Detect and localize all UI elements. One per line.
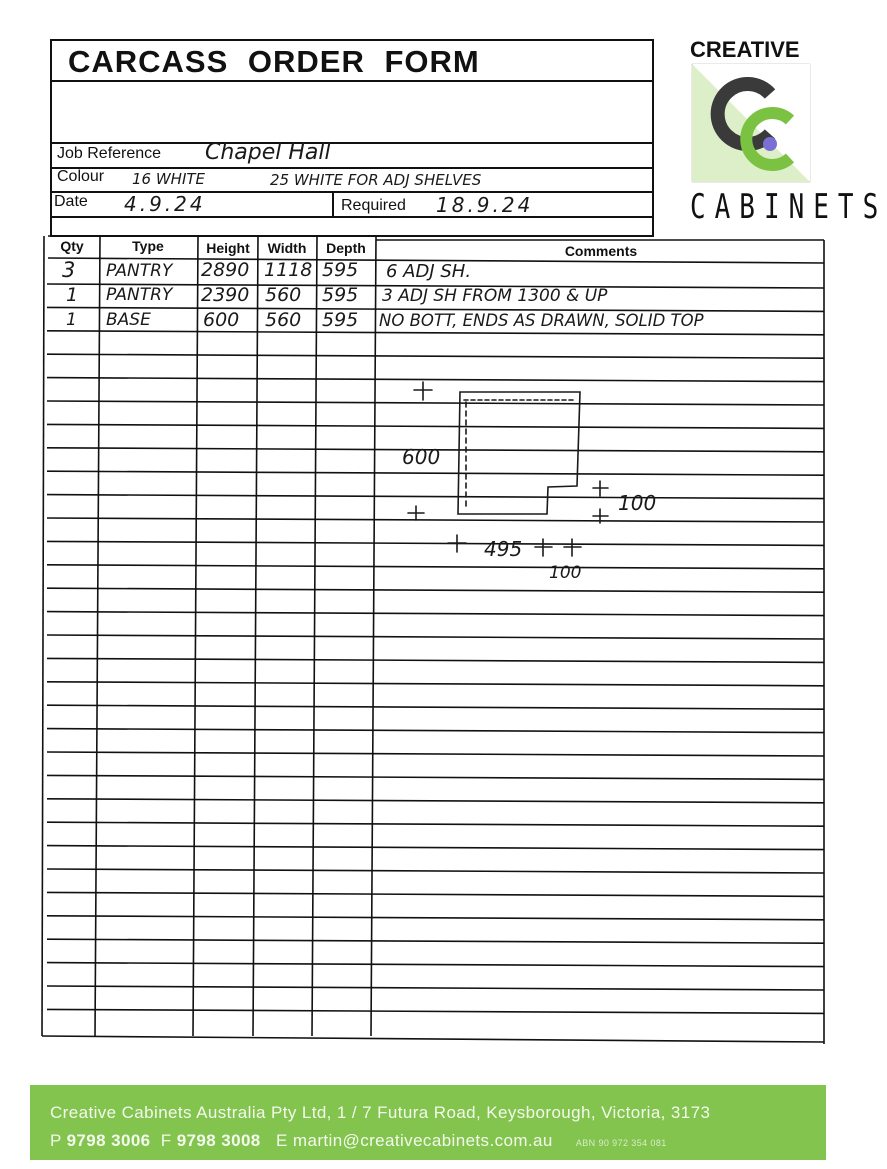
logo-mark — [692, 64, 810, 182]
row-1-type[interactable]: PANTRY — [106, 261, 173, 281]
header-depth: Depth — [326, 240, 366, 256]
date-value[interactable]: 4.9.24 — [124, 192, 206, 216]
colour-label: Colour — [57, 168, 105, 185]
email-link[interactable]: martin@creativecabinets.com.au — [292, 1131, 553, 1150]
logo-top-word: CREATIVE — [690, 37, 800, 62]
row-1-height[interactable]: 2890 — [201, 259, 250, 281]
header-height: Height — [206, 240, 250, 256]
colour-note[interactable]: 25 WHITE FOR ADJ SHELVES — [270, 171, 482, 189]
row-2-height[interactable]: 2390 — [201, 284, 250, 306]
row-2-qty[interactable]: 1 — [66, 284, 79, 306]
abn-number: ABN 90 972 354 081 — [575, 1138, 667, 1148]
colour-value[interactable]: 16 WHITE — [132, 170, 206, 188]
logo-bottom-word: CABINETS — [690, 188, 887, 227]
header-comments: Comments — [564, 243, 638, 259]
row-2-width[interactable]: 560 — [265, 284, 302, 306]
header-width: Width — [267, 240, 307, 256]
row-1-qty[interactable]: 3 — [62, 258, 76, 282]
row-3-depth[interactable]: 595 — [322, 309, 359, 331]
row-3-type[interactable]: BASE — [106, 310, 151, 330]
job-reference-label: Job Reference — [57, 145, 162, 162]
email-prefix: E — [276, 1131, 288, 1150]
sketch-notch-height-label: 100 — [618, 491, 657, 515]
cabinet-sketch — [390, 370, 710, 590]
sketch-notch-width-label: 100 — [549, 563, 582, 583]
footer-company-line: Creative Cabinets Australia Pty Ltd, 1 / 7 Futura Road, Keysborough, Victoria, 3173 — [50, 1103, 711, 1122]
phone-number[interactable]: 9798 3006 — [66, 1131, 151, 1150]
row-1-depth[interactable]: 595 — [322, 259, 359, 281]
phone-prefix: P — [50, 1131, 62, 1150]
sketch-width-label: 495 — [484, 537, 523, 561]
row-2-depth[interactable]: 595 — [322, 284, 359, 306]
header-qty: Qty — [60, 238, 84, 254]
row-3-qty[interactable]: 1 — [66, 310, 77, 330]
date-label: Date — [54, 193, 88, 210]
row-3-height[interactable]: 600 — [203, 309, 240, 331]
row-2-comments[interactable]: 3 ADJ SH FROM 1300 & UP — [382, 286, 608, 306]
row-1-width[interactable]: 1118 — [264, 259, 313, 281]
fax-prefix: F — [160, 1131, 172, 1150]
row-3-width[interactable]: 560 — [265, 309, 302, 331]
form-title: CARCASS ORDER FORM — [68, 44, 480, 79]
sketch-height-label: 600 — [402, 445, 441, 469]
fax-number: 9798 3008 — [176, 1131, 261, 1150]
job-reference-value[interactable]: Chapel Hall — [205, 140, 331, 165]
row-3-comments[interactable]: NO BOTT, ENDS AS DRAWN, SOLID TOP — [379, 311, 704, 330]
header-type: Type — [132, 238, 164, 254]
required-value[interactable]: 18.9.24 — [436, 193, 534, 217]
row-1-comments[interactable]: 6 ADJ SH. — [386, 261, 472, 282]
required-label: Required — [341, 197, 406, 214]
footer-contact-line — [50, 1131, 667, 1151]
row-2-type[interactable]: PANTRY — [106, 285, 173, 305]
